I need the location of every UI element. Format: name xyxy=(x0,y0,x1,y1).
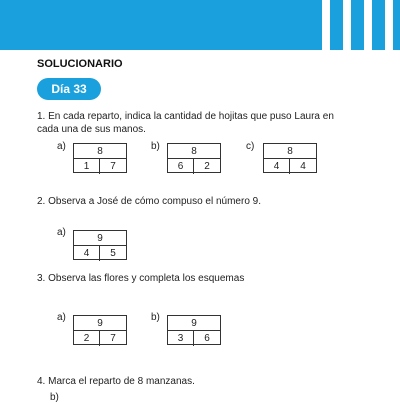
banner-stripe xyxy=(364,0,372,50)
item-label: b) xyxy=(151,312,160,323)
box-left-part: 4 xyxy=(74,246,100,261)
box-total: 8 xyxy=(168,144,220,159)
composition-box xyxy=(73,315,127,345)
box-total: 8 xyxy=(74,144,126,159)
box-left-part: 3 xyxy=(168,331,194,346)
box-left-part: 2 xyxy=(74,331,100,346)
item-label: a) xyxy=(57,227,66,238)
composition-box xyxy=(73,143,127,173)
header-banner xyxy=(0,0,400,50)
banner-stripe xyxy=(343,0,351,50)
composition-box xyxy=(263,143,317,173)
box-right-part: 2 xyxy=(204,161,210,172)
question-3-text: 3. Observa las flores y completa los esquemas xyxy=(37,273,245,284)
composition-box xyxy=(167,143,221,173)
box-right-part: 6 xyxy=(204,333,210,344)
box-total: 9 xyxy=(168,316,220,331)
box-right-part: 4 xyxy=(300,161,306,172)
question-1-text: 1. En cada reparto, indica la cantidad de hojitas que puso Laura en cada una de sus manos. xyxy=(37,111,334,135)
item-label: a) xyxy=(57,141,66,152)
banner-stripe xyxy=(385,0,393,50)
box-left-part: 4 xyxy=(264,159,290,174)
composition-box xyxy=(73,230,127,260)
box-total: 9 xyxy=(74,231,126,246)
box-right-part: 7 xyxy=(110,161,116,172)
box-right-part: 7 xyxy=(110,333,116,344)
item-label: c) xyxy=(246,141,255,152)
box-total: 9 xyxy=(74,316,126,331)
day-badge: Día 33 xyxy=(37,78,101,100)
item-label: a) xyxy=(57,312,66,323)
item-label: b) xyxy=(151,141,160,152)
question-4-text: 4. Marca el reparto de 8 manzanas. xyxy=(37,376,195,387)
box-left-part: 6 xyxy=(168,159,194,174)
item-label: b) xyxy=(50,392,59,403)
box-total: 8 xyxy=(264,144,316,159)
question-2-text: 2. Observa a José de cómo compuso el número 9. xyxy=(37,196,262,207)
composition-box xyxy=(167,315,221,345)
page-title: SOLUCIONARIO xyxy=(37,58,123,70)
banner-stripe xyxy=(322,0,330,50)
box-left-part: 1 xyxy=(74,159,100,174)
box-right-part: 5 xyxy=(110,248,116,259)
